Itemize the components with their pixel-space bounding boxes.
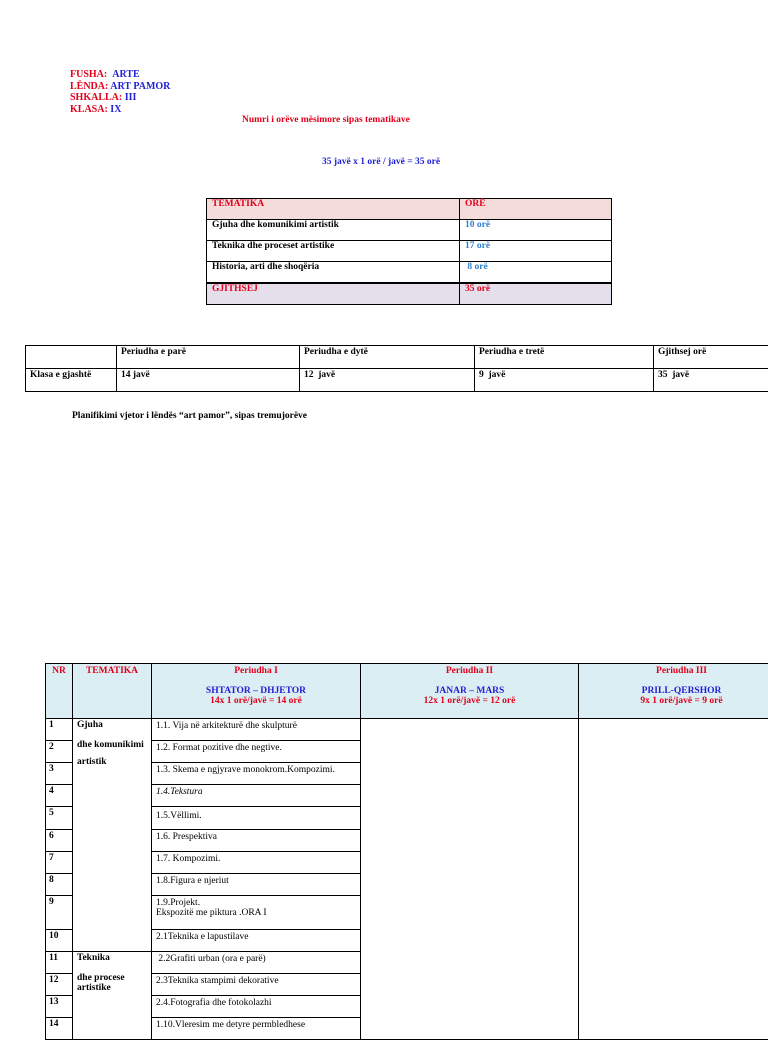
period-1-weeks: 14 javë: [117, 369, 300, 392]
topic-cell: 1.1. Vija në arkitekturë dhe skulpturë: [152, 719, 361, 741]
period-2-name: Periudha II: [361, 666, 578, 676]
theme-2-line: Teknika: [77, 953, 151, 963]
topic-cell: 1.4.Tekstura: [152, 785, 361, 807]
level-value: III: [125, 92, 137, 103]
themes-header-ore: ORË: [460, 199, 612, 220]
topic-cell: 2.4.Fotografia dhe fotokolazhi: [152, 996, 361, 1018]
table-row: [207, 262, 612, 284]
topic-cell: [152, 896, 361, 930]
row-number: 5: [46, 807, 73, 830]
themes-header-tematika: TEMATIKA: [207, 199, 460, 220]
field-value: ARTE: [112, 69, 139, 80]
topic-cell: 1.8.Figura e njeriut: [152, 874, 361, 896]
theme-1-line: dhe komunikimi: [77, 740, 151, 750]
period-3-name: Periudha III: [579, 666, 768, 676]
level-label: SHKALLA:: [70, 92, 122, 103]
theme-2-cell: [73, 952, 152, 1040]
total-weeks: 35 javë: [654, 369, 768, 392]
topic-cell: 2.1Teknika e lapustilave: [152, 930, 361, 952]
topic-cell: 1.10.Vleresim me detyre permbledhese: [152, 1018, 361, 1040]
row-number: 7: [46, 852, 73, 874]
period-3-months: PRILL-QERSHOR: [579, 686, 768, 696]
theme-name: Historia, arti dhe shoqëria: [207, 262, 460, 284]
row-number: 10: [46, 930, 73, 952]
topic-cell: 1.5.Vëllimi.: [152, 807, 361, 830]
class-value: IX: [110, 104, 121, 115]
topic-cell: 1.7. Kompozimi.: [152, 852, 361, 874]
table-row: [26, 369, 768, 392]
plan-header-period-3: [579, 664, 768, 719]
subject-label: LËNDA:: [70, 81, 108, 92]
subject-value: ART PAMOR: [110, 81, 170, 92]
table-row: [207, 241, 612, 262]
period-2-hours: 12x 1 orë/javë = 12 orë: [361, 696, 578, 706]
plan-header-period-2: [361, 664, 579, 719]
themes-header-row: [207, 199, 612, 220]
annual-plan-title: Planifikimi vjetor i lëndës “art pamor”, sipas tremujorëve: [72, 411, 307, 421]
row-number: 4: [46, 785, 73, 807]
theme-1-cell: [73, 719, 152, 952]
period-3-weeks: 9 javë: [475, 369, 654, 392]
theme-hours: 8 orë: [460, 262, 612, 284]
total-hours: 35 orë: [460, 283, 612, 305]
row-number: 12: [46, 974, 73, 996]
row-number: 14: [46, 1018, 73, 1040]
class-cell: Klasa e gjashtë: [26, 369, 117, 392]
theme-1-line: artistik: [77, 757, 151, 767]
period-2-months: JANAR – MARS: [361, 686, 578, 696]
annual-plan-table: [45, 663, 768, 1040]
row-number: 11: [46, 952, 73, 974]
period-3-hours: 9x 1 orë/javë = 9 orë: [579, 696, 768, 706]
themes-total-row: [207, 283, 612, 305]
class-line: [70, 104, 170, 116]
subject-line: [70, 81, 170, 93]
theme-hours: 17 orë: [460, 241, 612, 262]
topic-cell: 2.3Teknika stampimi dekorative: [152, 974, 361, 996]
periods-header-empty: [26, 346, 117, 369]
period-1-hours: 14x 1 orë/javë = 14 orë: [152, 696, 360, 706]
theme-2-line: dhe procese artistike: [77, 973, 151, 993]
topic-cell: 1.3. Skema e ngjyrave monokrom.Kompozimi.: [152, 763, 361, 785]
periods-header-row: [26, 346, 768, 369]
plan-header-nr: NR: [46, 664, 73, 719]
field-line: [70, 69, 170, 81]
periods-header-2: Periudha e dytë: [300, 346, 475, 369]
total-label: GJITHSEJ: [207, 283, 460, 305]
theme-name: Gjuha dhe komunikimi artistik: [207, 220, 460, 241]
theme-1-line: Gjuha: [77, 720, 151, 730]
period-2-column: [361, 719, 579, 1040]
theme-hours: 10 orë: [460, 220, 612, 241]
class-label: KLASA:: [70, 104, 108, 115]
period-2-weeks: 12 javë: [300, 369, 475, 392]
plan-header-row: [46, 664, 768, 719]
topic-cell: 1.6. Prespektiva: [152, 830, 361, 852]
period-1-name: Periudha I: [152, 666, 360, 676]
periods-table: [25, 345, 768, 392]
hours-subtitle: Numri i orëve mësimore sipas tematikave: [242, 115, 410, 125]
row-number: 1: [46, 719, 73, 741]
table-row: [207, 220, 612, 241]
topic-cell: 2.2Grafiti urban (ora e parë): [152, 952, 361, 974]
period-1-months: SHTATOR – DHJETOR: [152, 686, 360, 696]
theme-name: Teknika dhe proceset artistike: [207, 241, 460, 262]
field-label: FUSHA:: [70, 69, 107, 80]
plan-header-period-1: [152, 664, 361, 719]
topic-line: 1.9.Projekt.: [156, 898, 360, 908]
hours-formula: 35 javë x 1 orë / javë = 35 orë: [322, 157, 440, 167]
row-number: 3: [46, 763, 73, 785]
periods-header-1: Periudha e parë: [117, 346, 300, 369]
period-3-column: [579, 719, 768, 1040]
row-number: 13: [46, 996, 73, 1018]
row-number: 6: [46, 830, 73, 852]
plan-header-tematika: TEMATIKA: [73, 664, 152, 719]
topic-line: Ekspozitë me piktura .ORA I: [156, 908, 360, 918]
row-number: 2: [46, 741, 73, 763]
document-header: [70, 69, 170, 115]
periods-header-3: Periudha e tretë: [475, 346, 654, 369]
topic-cell: 1.2. Format pozitive dhe negtive.: [152, 741, 361, 763]
table-row: [46, 719, 768, 741]
row-number: 9: [46, 896, 73, 930]
themes-table: [206, 198, 612, 305]
row-number: 8: [46, 874, 73, 896]
periods-header-total: Gjithsej orë: [654, 346, 768, 369]
level-line: [70, 92, 170, 104]
